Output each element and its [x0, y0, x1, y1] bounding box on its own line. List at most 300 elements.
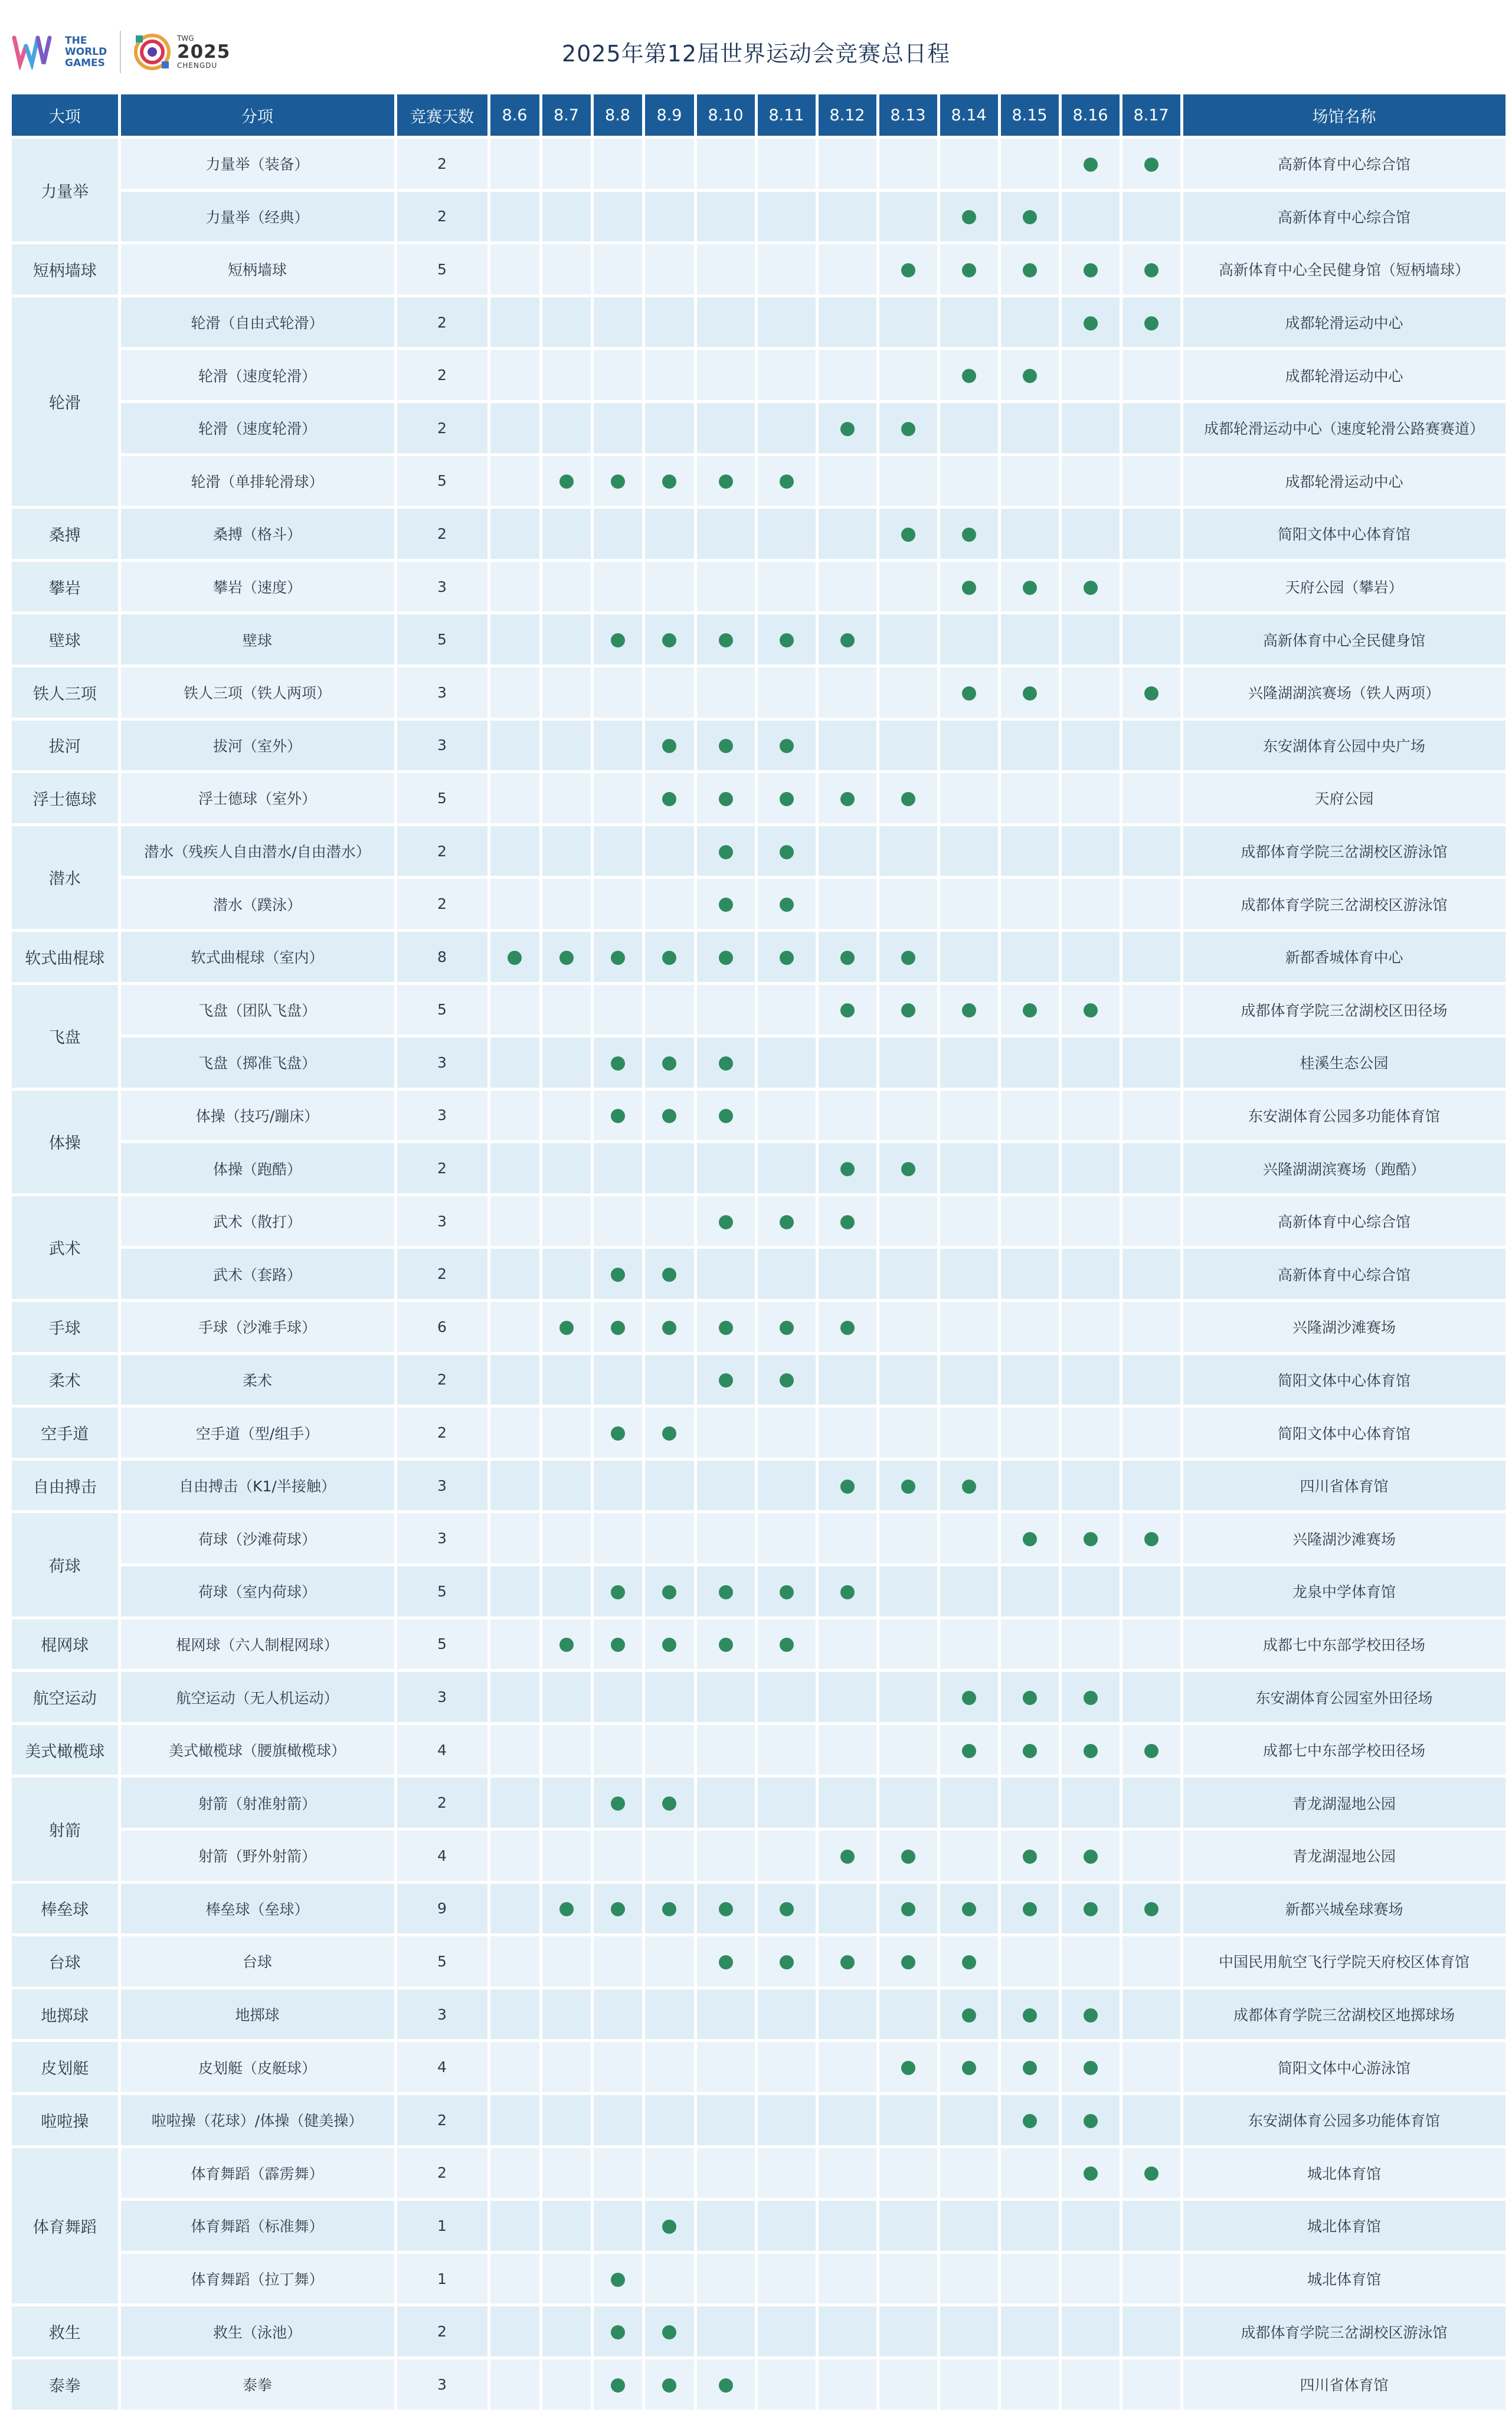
category-cell: 桑搏	[12, 508, 119, 561]
date-cell	[695, 401, 756, 454]
date-cell	[999, 2252, 1060, 2305]
date-cell	[643, 296, 695, 349]
competition-day-dot-icon	[1144, 1532, 1158, 1546]
date-cell	[541, 1248, 592, 1301]
date-cell	[756, 190, 817, 243]
competition-day-dot-icon	[1084, 1850, 1098, 1864]
competition-day-dot-icon	[1144, 2167, 1158, 2181]
date-cell	[938, 243, 999, 296]
date-cell	[817, 2146, 878, 2200]
competition-day-dot-icon	[611, 1902, 625, 1916]
venue-cell: 成都轮滑运动中心	[1182, 296, 1507, 349]
date-cell	[878, 1142, 938, 1195]
venue-cell: 成都轮滑运动中心	[1182, 349, 1507, 402]
date-cell	[489, 190, 541, 243]
date-cell	[541, 1882, 592, 1935]
venue-cell: 四川省体育馆	[1182, 1459, 1507, 1512]
date-cell	[999, 296, 1060, 349]
date-cell	[938, 138, 999, 191]
wg-logo-line-1: THE	[65, 34, 87, 47]
date-cell	[999, 2358, 1060, 2411]
date-cell	[489, 1248, 541, 1301]
date-cell	[878, 772, 938, 825]
subevent-cell: 轮滑（单排轮滑球）	[119, 454, 395, 508]
date-cell	[756, 1882, 817, 1935]
date-cell	[999, 930, 1060, 983]
days-cell: 3	[395, 1671, 489, 1724]
competition-day-dot-icon	[780, 1215, 794, 1229]
subevent-cell: 台球	[119, 1935, 395, 1988]
date-cell	[643, 1988, 695, 2041]
days-cell: 2	[395, 1248, 489, 1301]
date-cell	[541, 560, 592, 613]
date-cell	[489, 1036, 541, 1089]
competition-day-dot-icon	[780, 1373, 794, 1387]
table-row	[12, 1036, 1507, 1089]
date-cell	[541, 824, 592, 878]
competition-day-dot-icon	[662, 1109, 676, 1123]
date-cell	[878, 1935, 938, 1988]
subevent-cell: 体育舞蹈（标准舞）	[119, 2200, 395, 2253]
date-cell	[756, 983, 817, 1036]
subevent-cell: 棍网球（六人制棍网球）	[119, 1618, 395, 1671]
date-cell	[541, 1776, 592, 1830]
venue-cell: 东安湖体育公园多功能体育馆	[1182, 1089, 1507, 1142]
date-cell	[878, 1406, 938, 1459]
date-cell	[541, 1830, 592, 1883]
date-cell	[592, 1882, 643, 1935]
date-cell	[999, 1671, 1060, 1724]
days-cell: 5	[395, 613, 489, 666]
competition-day-dot-icon	[662, 1268, 676, 1282]
competition-day-dot-icon	[780, 1955, 794, 1969]
date-cell	[541, 983, 592, 1036]
date-cell	[1060, 1248, 1121, 1301]
days-cell: 4	[395, 1830, 489, 1883]
subevent-cell: 潜水（蹼泳）	[119, 878, 395, 931]
date-cell	[695, 1565, 756, 1618]
date-cell	[1060, 1671, 1121, 1724]
date-cell	[695, 2358, 756, 2411]
subevent-cell: 武术（散打）	[119, 1194, 395, 1248]
date-cell	[938, 719, 999, 772]
date-cell	[938, 1565, 999, 1618]
date-cell	[756, 138, 817, 191]
date-cell	[1060, 983, 1121, 1036]
competition-day-dot-icon	[719, 1585, 733, 1599]
date-cell	[756, 2093, 817, 2146]
date-cell	[878, 1194, 938, 1248]
date-cell	[1060, 930, 1121, 983]
table-row	[12, 1882, 1507, 1935]
category-cell: 铁人三项	[12, 666, 119, 719]
date-cell	[1121, 1459, 1182, 1512]
competition-day-dot-icon	[1023, 1902, 1037, 1916]
table-row	[12, 983, 1507, 1036]
date-cell	[817, 1301, 878, 1354]
venue-cell: 新都兴城垒球赛场	[1182, 1882, 1507, 1935]
date-cell	[592, 1459, 643, 1512]
competition-day-dot-icon	[719, 1902, 733, 1916]
date-cell	[643, 1671, 695, 1724]
table-row	[12, 2041, 1507, 2094]
date-cell	[756, 1512, 817, 1565]
category-cell: 空手道	[12, 1406, 119, 1459]
date-cell	[541, 613, 592, 666]
days-cell: 2	[395, 2146, 489, 2200]
date-cell	[643, 1618, 695, 1671]
date-cell	[938, 296, 999, 349]
table-row	[12, 1830, 1507, 1883]
venue-cell: 高新体育中心综合馆	[1182, 190, 1507, 243]
subevent-cell: 皮划艇（皮艇球）	[119, 2041, 395, 2094]
date-cell	[1060, 1935, 1121, 1988]
date-cell	[878, 930, 938, 983]
days-cell: 2	[395, 2305, 489, 2358]
date-cell	[999, 508, 1060, 561]
date-cell	[1060, 2200, 1121, 2253]
competition-day-dot-icon	[559, 1638, 574, 1652]
venue-cell: 高新体育中心综合馆	[1182, 138, 1507, 191]
subevent-cell: 泰拳	[119, 2358, 395, 2411]
date-cell	[643, 1565, 695, 1618]
competition-day-dot-icon	[840, 792, 855, 806]
date-cell	[817, 508, 878, 561]
date-cell	[878, 454, 938, 508]
competition-day-dot-icon	[559, 474, 574, 489]
date-cell	[695, 1301, 756, 1354]
date-cell	[643, 824, 695, 878]
date-cell	[541, 1194, 592, 1248]
venue-cell: 龙泉中学体育馆	[1182, 1565, 1507, 1618]
date-cell	[695, 1194, 756, 1248]
competition-day-dot-icon	[962, 2008, 976, 2023]
subevent-cell: 柔术	[119, 1353, 395, 1406]
date-cell	[1060, 560, 1121, 613]
competition-day-dot-icon	[662, 2378, 676, 2393]
date-cell	[1121, 190, 1182, 243]
competition-day-dot-icon	[962, 686, 976, 701]
competition-day-dot-icon	[1023, 2008, 1037, 2023]
days-cell: 5	[395, 772, 489, 825]
date-cell	[695, 560, 756, 613]
date-cell	[489, 772, 541, 825]
date-cell	[541, 190, 592, 243]
date-cell	[756, 719, 817, 772]
competition-day-dot-icon	[662, 1321, 676, 1335]
date-cell	[489, 1618, 541, 1671]
twg-year: 2025	[177, 41, 231, 63]
date-cell	[541, 2252, 592, 2305]
date-cell	[878, 1248, 938, 1301]
date-cell	[592, 1036, 643, 1089]
schedule-table	[12, 94, 1508, 2413]
date-cell	[1121, 719, 1182, 772]
date-cell	[643, 1301, 695, 1354]
competition-day-dot-icon	[1084, 158, 1098, 172]
date-cell	[756, 1671, 817, 1724]
date-cell	[756, 560, 817, 613]
date-cell	[541, 296, 592, 349]
date-cell	[938, 1406, 999, 1459]
date-cell	[592, 243, 643, 296]
date-cell	[643, 1459, 695, 1512]
competition-day-dot-icon	[1023, 1691, 1037, 1705]
category-cell: 轮滑	[12, 296, 119, 507]
date-cell	[938, 1882, 999, 1935]
competition-day-dot-icon	[1084, 1532, 1098, 1546]
date-cell	[643, 1142, 695, 1195]
table-row	[12, 1406, 1507, 1459]
days-cell: 5	[395, 243, 489, 296]
venue-cell: 成都体育学院三岔湖校区游泳馆	[1182, 878, 1507, 931]
days-cell: 2	[395, 138, 489, 191]
competition-day-dot-icon	[611, 1109, 625, 1123]
date-cell	[756, 296, 817, 349]
competition-day-dot-icon	[780, 1638, 794, 1652]
date-cell	[592, 1935, 643, 1988]
subevent-cell: 航空运动（无人机运动）	[119, 1671, 395, 1724]
date-cell	[878, 1671, 938, 1724]
table-row	[12, 772, 1507, 825]
date-cell	[878, 349, 938, 402]
date-cell	[938, 1353, 999, 1406]
date-cell	[489, 613, 541, 666]
date-cell	[999, 824, 1060, 878]
date-cell	[817, 1512, 878, 1565]
date-cell	[489, 666, 541, 719]
date-cell	[541, 508, 592, 561]
date-cell	[1121, 1142, 1182, 1195]
subevent-cell: 美式橄榄球（腰旗橄榄球）	[119, 1723, 395, 1776]
date-cell	[1060, 1089, 1121, 1142]
subevent-cell: 体育舞蹈（霹雳舞）	[119, 2146, 395, 2200]
competition-day-dot-icon	[901, 422, 915, 436]
date-cell	[1121, 930, 1182, 983]
date-cell	[695, 666, 756, 719]
subevent-cell: 轮滑（自由式轮滑）	[119, 296, 395, 349]
venue-cell: 新都香城体育中心	[1182, 930, 1507, 983]
date-cell	[643, 1194, 695, 1248]
date-cell	[489, 1988, 541, 2041]
date-cell	[643, 1830, 695, 1883]
date-cell	[1121, 1194, 1182, 1248]
date-cell	[592, 2200, 643, 2253]
table-row	[12, 1142, 1507, 1195]
date-cell	[817, 138, 878, 191]
date-cell	[592, 772, 643, 825]
date-cell	[878, 1089, 938, 1142]
date-cell	[643, 508, 695, 561]
date-cell	[1121, 349, 1182, 402]
date-cell	[643, 2041, 695, 2094]
date-cell	[541, 878, 592, 931]
date-cell	[592, 878, 643, 931]
category-cell: 美式橄榄球	[12, 1723, 119, 1776]
competition-day-dot-icon	[780, 792, 794, 806]
date-cell	[938, 1935, 999, 1988]
date-cell	[878, 1776, 938, 1830]
date-cell	[999, 454, 1060, 508]
date-cell	[489, 1776, 541, 1830]
date-cell	[592, 2093, 643, 2146]
date-cell	[695, 1882, 756, 1935]
competition-day-dot-icon	[962, 581, 976, 595]
date-cell	[817, 1194, 878, 1248]
table-row	[12, 1301, 1507, 1354]
date-cell	[878, 1723, 938, 1776]
date-cell	[999, 719, 1060, 772]
date-cell	[878, 2093, 938, 2146]
table-row	[12, 2305, 1507, 2358]
date-cell	[817, 296, 878, 349]
competition-day-dot-icon	[901, 263, 915, 277]
date-cell	[695, 1776, 756, 1830]
venue-cell: 简阳文体中心体育馆	[1182, 1353, 1507, 1406]
table-row	[12, 2252, 1507, 2305]
date-cell	[643, 1882, 695, 1935]
competition-day-dot-icon	[662, 951, 676, 965]
date-cell	[999, 1459, 1060, 1512]
days-cell: 2	[395, 1142, 489, 1195]
date-cell	[695, 824, 756, 878]
category-cell: 力量举	[12, 138, 119, 243]
column-header: 8.8	[592, 94, 643, 138]
date-cell	[1060, 1353, 1121, 1406]
date-cell	[489, 1565, 541, 1618]
competition-day-dot-icon	[1084, 2167, 1098, 2181]
days-cell: 2	[395, 1406, 489, 1459]
date-cell	[878, 1301, 938, 1354]
date-cell	[1121, 772, 1182, 825]
category-cell: 武术	[12, 1194, 119, 1300]
competition-day-dot-icon	[719, 898, 733, 912]
date-cell	[643, 613, 695, 666]
date-cell	[695, 2252, 756, 2305]
date-cell	[938, 1988, 999, 2041]
subevent-cell: 体操（跑酷）	[119, 1142, 395, 1195]
date-cell	[878, 296, 938, 349]
date-cell	[938, 1830, 999, 1883]
subevent-cell: 棒垒球（垒球）	[119, 1882, 395, 1935]
column-header: 竞赛天数	[395, 94, 489, 138]
date-cell	[643, 1089, 695, 1142]
date-cell	[756, 1036, 817, 1089]
date-cell	[643, 1036, 695, 1089]
date-cell	[489, 1406, 541, 1459]
date-cell	[1060, 296, 1121, 349]
date-cell	[999, 1089, 1060, 1142]
venue-cell: 东安湖体育公园中央广场	[1182, 719, 1507, 772]
competition-day-dot-icon	[1144, 686, 1158, 701]
date-cell	[541, 138, 592, 191]
table-row	[12, 1248, 1507, 1301]
date-cell	[756, 878, 817, 931]
twg-city: CHENGDU	[177, 61, 218, 70]
date-cell	[878, 1353, 938, 1406]
date-cell	[541, 2041, 592, 2094]
date-cell	[1060, 1194, 1121, 1248]
date-cell	[695, 349, 756, 402]
date-cell	[938, 2146, 999, 2200]
date-cell	[541, 1353, 592, 1406]
table-row	[12, 349, 1507, 402]
date-cell	[756, 2200, 817, 2253]
date-cell	[878, 613, 938, 666]
date-cell	[817, 2093, 878, 2146]
competition-day-dot-icon	[662, 2220, 676, 2234]
days-cell: 2	[395, 508, 489, 561]
date-cell	[756, 1565, 817, 1618]
table-row	[12, 930, 1507, 983]
date-cell	[1121, 2252, 1182, 2305]
venue-cell: 兴隆湖沙滩赛场	[1182, 1512, 1507, 1565]
date-cell	[1121, 1565, 1182, 1618]
date-cell	[541, 1565, 592, 1618]
date-cell	[999, 1830, 1060, 1883]
date-cell	[999, 349, 1060, 402]
competition-day-dot-icon	[1023, 263, 1037, 277]
column-header: 8.7	[541, 94, 592, 138]
date-cell	[592, 190, 643, 243]
venue-cell: 成都轮滑运动中心	[1182, 454, 1507, 508]
date-cell	[938, 1776, 999, 1830]
date-cell	[643, 401, 695, 454]
competition-day-dot-icon	[1144, 1902, 1158, 1916]
competition-day-dot-icon	[611, 1056, 625, 1071]
date-cell	[592, 138, 643, 191]
date-cell	[541, 1512, 592, 1565]
date-cell	[541, 1459, 592, 1512]
date-cell	[999, 2200, 1060, 2253]
competition-day-dot-icon	[962, 369, 976, 383]
days-cell: 3	[395, 2358, 489, 2411]
date-cell	[1060, 1988, 1121, 2041]
subevent-cell: 铁人三项（铁人两项）	[119, 666, 395, 719]
date-cell	[1060, 1406, 1121, 1459]
date-cell	[592, 1618, 643, 1671]
date-cell	[938, 772, 999, 825]
date-cell	[695, 930, 756, 983]
date-cell	[938, 930, 999, 983]
competition-day-dot-icon	[611, 1638, 625, 1652]
date-cell	[541, 2358, 592, 2411]
date-cell	[938, 508, 999, 561]
date-cell	[817, 2200, 878, 2253]
date-cell	[817, 401, 878, 454]
table-header-row	[12, 94, 1507, 138]
date-cell	[817, 1036, 878, 1089]
days-cell: 3	[395, 1459, 489, 1512]
table-row	[12, 138, 1507, 191]
competition-day-dot-icon	[662, 739, 676, 753]
category-cell: 体操	[12, 1089, 119, 1194]
competition-day-dot-icon	[1144, 1744, 1158, 1758]
category-cell: 皮划艇	[12, 2041, 119, 2094]
date-cell	[999, 2305, 1060, 2358]
date-cell	[999, 1935, 1060, 1988]
date-cell	[1060, 1565, 1121, 1618]
competition-day-dot-icon	[962, 1480, 976, 1494]
subevent-cell: 飞盘（团队飞盘）	[119, 983, 395, 1036]
competition-day-dot-icon	[840, 422, 855, 436]
date-cell	[817, 1618, 878, 1671]
competition-day-dot-icon	[780, 1902, 794, 1916]
competition-day-dot-icon	[719, 1321, 733, 1335]
subevent-cell: 啦啦操（花球）/体操（健美操）	[119, 2093, 395, 2146]
competition-day-dot-icon	[901, 528, 915, 542]
date-cell	[938, 983, 999, 1036]
